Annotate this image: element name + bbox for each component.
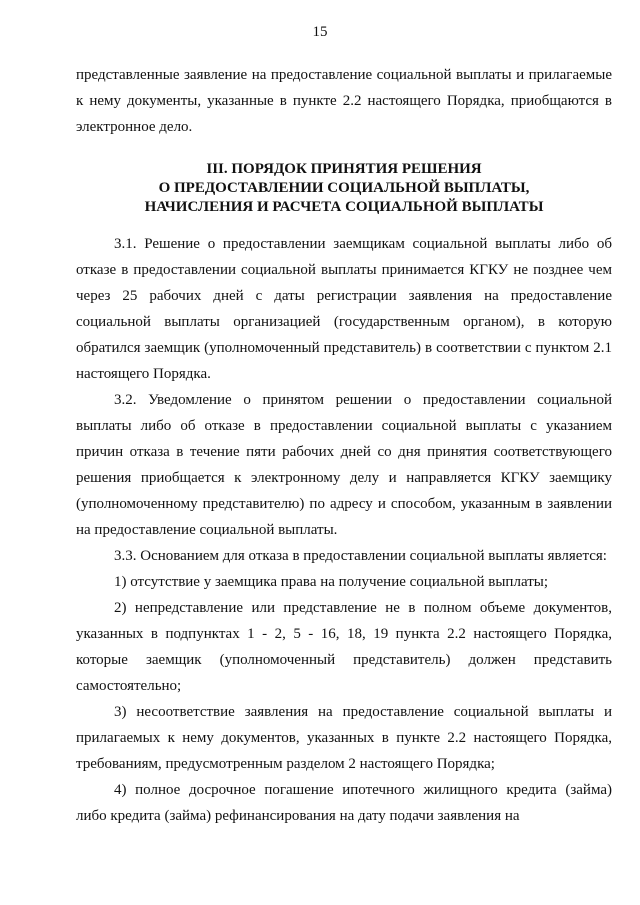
list-item-1: 1) отсутствие у заемщика права на получение социальной выплаты; — [114, 574, 549, 590]
section-heading-line-1: III. ПОРЯДОК ПРИНЯТИЯ РЕШЕНИЯ — [206, 161, 482, 177]
section-heading-line-3: НАЧИСЛЕНИЯ И РАСЧЕТА СОЦИАЛЬНОЙ ВЫПЛАТЫ — [144, 199, 544, 215]
paragraph-3-2: 3.2. Уведомление о принятом решении о предоставлении социальной выплаты либо об отказе в предоставлении социальной выплаты с указанием причин отказа в течение пяти рабочих дней со дня принятия соответствующего решения приобщается к электронному делу и направляется КГКУ заемщику (уполномоченному представителю) по адресу и способом, указанным в заявлении на предоставление социальной выплаты. — [76, 392, 612, 538]
page-content — [76, 62, 612, 829]
section-heading — [76, 160, 612, 217]
list-item-2: 2) непредставление или представление не в полном объеме документов, указанных в подпунктах 1 - 2, 5 - 16, 18, 19 пункта 2.2 настоящего Порядка, которые заемщик (уполномоченный представитель) должен представить самостоятельно; — [76, 600, 612, 694]
page-number: 15 — [312, 24, 328, 40]
intro-paragraph: представленные заявление на предоставление социальной выплаты и прилагаемые к нему документы, указанные в пункте 2.2 настоящего Порядка, приобщаются в электронное дело. — [76, 67, 612, 135]
section-heading-line-2: О ПРЕДОСТАВЛЕНИИ СОЦИАЛЬНОЙ ВЫПЛАТЫ, — [158, 180, 530, 196]
paragraph-3-1: 3.1. Решение о предоставлении заемщикам социальной выплаты либо об отказе в предоставлении социальной выплаты принимается КГКУ не позднее чем через 25 рабочих дней с даты регистрации заявления на предоставление социальной выплаты организацией (государственным органом), в которую обратился заемщик (уполномоченный представитель) в соответствии с пунктом 2.1 настоящего Порядка. — [76, 236, 612, 382]
paragraph-3-3: 3.3. Основанием для отказа в предоставлении социальной выплаты является: — [114, 548, 607, 564]
list-item-3: 3) несоответствие заявления на предоставление социальной выплаты и прилагаемых к нему документов, указанных в пункте 2.2 настоящего Порядка, требованиям, предусмотренным разделом 2 настоящего Порядка; — [76, 704, 612, 772]
list-item-4: 4) полное досрочное погашение ипотечного жилищного кредита (займа) либо кредита (займа) рефинансирования на дату подачи заявления на — [76, 782, 612, 824]
